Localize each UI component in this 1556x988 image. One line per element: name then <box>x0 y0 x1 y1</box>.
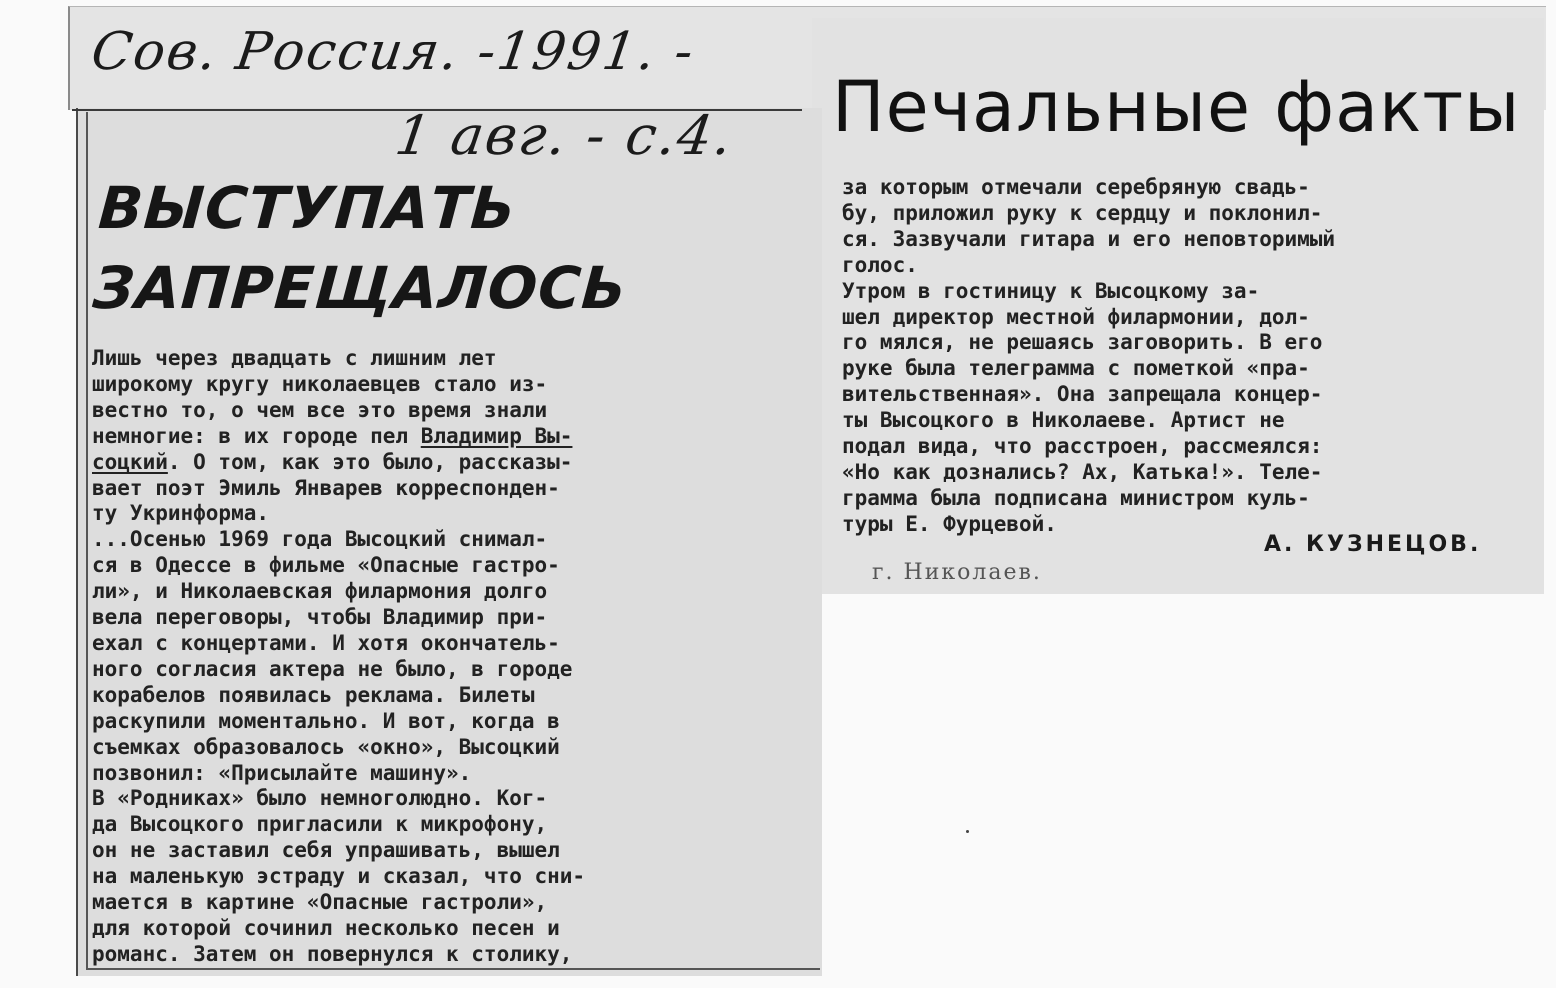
right-article-paragraph-1: за которым отмечали серебряную свадь- бу, приложил руку к сердцу и поклонил- ся. Зазвучали гитара и его неповторимый голос. <box>842 175 1336 277</box>
dust-speck <box>966 830 969 833</box>
left-article-body <box>92 346 782 968</box>
left-article-paragraph-2: ...Осенью 1969 года Высоцкий снимал- ся в Одессе в фильме «Опасные гастро- ли», и Николаевская филармония долго вела переговоры, чтобы Владимир при- ехал с концертами. И хотя окончатель- ного согласия актера не было, в городе корабелов появилась реклама. Билеты раскупили моментально. И вот, когда в съемках образовалось «окно», Высоцкий позвонил: «Присылайте машину». <box>92 527 573 785</box>
underlined-name: Владимир Вы- соцкий <box>92 423 573 474</box>
left-article-paragraph-3: В «Родниках» было немноголюдно. Ког- да Высоцкого пригласили к микрофону, он не заставил себя упрашивать, вышел на маленькую эстраду и сказал, что сни- мается в картине «Опасные гастроли», для которой сочинил несколько песен и романс. Затем он повернулся к столику, <box>92 786 586 966</box>
dateline: г. Николаев. <box>872 560 1042 585</box>
right-article-body <box>842 175 1532 538</box>
handwritten-source-note: Сов. Россия. -1991. - <box>87 22 699 82</box>
left-article-paragraph-1 <box>92 346 782 527</box>
clipping-bottom-rule <box>86 968 820 970</box>
author-signature: А. КУЗНЕЦОВ. <box>1264 532 1482 557</box>
left-article-headline <box>90 168 635 328</box>
handwritten-date-page-note: 1 авг. - с.4. <box>391 104 738 167</box>
clipping-left-rule <box>86 112 88 970</box>
left-headline-line-1: ВЫСТУПАТЬ <box>96 174 519 242</box>
paragraph-1-text-start: Лишь через двадцать с лишним лет широкому кругу николаевцев стало из- вестно то, о чем все это время знали немногие: в их городе пел <box>92 346 548 448</box>
right-article-paragraph-2: Утром в гостиницу к Высоцкому за- шел директор местной филармонии, дол- го мялся, не решаясь заговорить. В его руке была телеграмма с пометкой «пра- вительственная». Она запрещала концер- ты Высоцкого в Николаеве. Артист не подал вида, что расстроен, рассмеялся: «Но как дознались? Ах, Катька!». Теле- грамма была подписана министром куль- туры Е. Фурцевой. <box>842 278 1323 536</box>
paragraph-1-text-end: . О том, как это было, рассказы- вает поэт Эмиль Январев корреспонден- ту Укринформа. <box>92 449 573 526</box>
left-headline-line-2: ЗАПРЕЩАЛОСЬ <box>90 254 630 322</box>
right-article-headline: Печальные факты <box>832 66 1521 148</box>
